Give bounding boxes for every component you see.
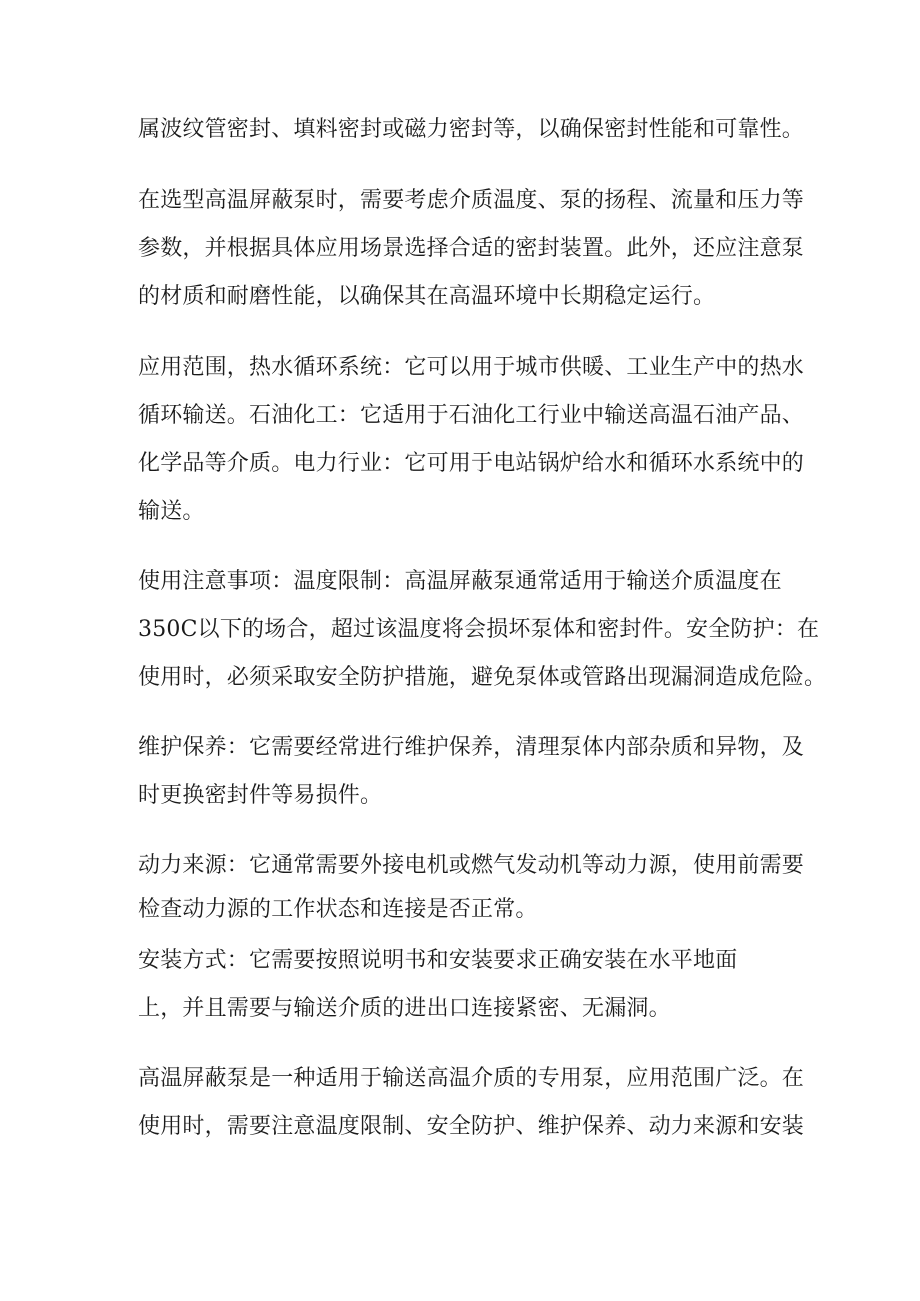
text-line: 检查动力源的工作状态和连接是否正常。 — [138, 897, 538, 922]
text-line: 在选型高温屏蔽泵时，需要考虑介质温度、泵的扬程、流量和压力等 — [138, 188, 805, 213]
text-line: 高温屏蔽泵是一种适用于输送高温介质的专用泵，应用范围广泛。在 — [138, 1066, 805, 1091]
text-line: 应用范围，热水循环系统：它可以用于城市供暖、工业生产中的热水 — [138, 355, 805, 380]
text-line: 时更换密封件等易损件。 — [138, 783, 383, 808]
text-line: 使用时，必须采取安全防护措施，避免泵体或管路出现漏洞造成危险。 — [138, 665, 827, 690]
text-line: 参数，并根据具体应用场景选择合适的密封装置。此外，还应注意泵 — [138, 236, 805, 261]
text-line: 输送。 — [138, 499, 205, 524]
text-line: 安装方式：它需要按照说明书和安装要求正确安装在水平地面 — [138, 948, 738, 973]
text-line: 使用时，需要注意温度限制、安全防护、维护保养、动力来源和安装 — [138, 1114, 805, 1139]
text-line: 的材质和耐磨性能，以确保其在高温环境中长期稳定运行。 — [138, 284, 716, 309]
text-line: 使用注意事项：温度限制：高温屏蔽泵通常适用于输送介质温度在 — [138, 569, 782, 594]
text-line: 动力来源：它通常需要外接电机或燃气发动机等动力源，使用前需要 — [138, 853, 805, 878]
text-line: 属波纹管密封、填料密封或磁力密封等，以确保密封性能和可靠性。 — [138, 117, 805, 142]
text-line: 350C以下的场合，超过该温度将会损坏泵体和密封件。安全防护：在 — [138, 617, 820, 642]
text-line: 循环输送。石油化工：它适用于石油化工行业中输送高温石油产品、 — [138, 403, 805, 428]
text-line: 上，并且需要与输送介质的进出口连接紧密、无漏洞。 — [138, 996, 671, 1021]
text-line: 维护保养：它需要经常进行维护保养，清理泵体内部杂质和异物，及 — [138, 735, 805, 760]
text-line: 化学品等介质。电力行业：它可用于电站锅炉给水和循环水系统中的 — [138, 451, 805, 476]
